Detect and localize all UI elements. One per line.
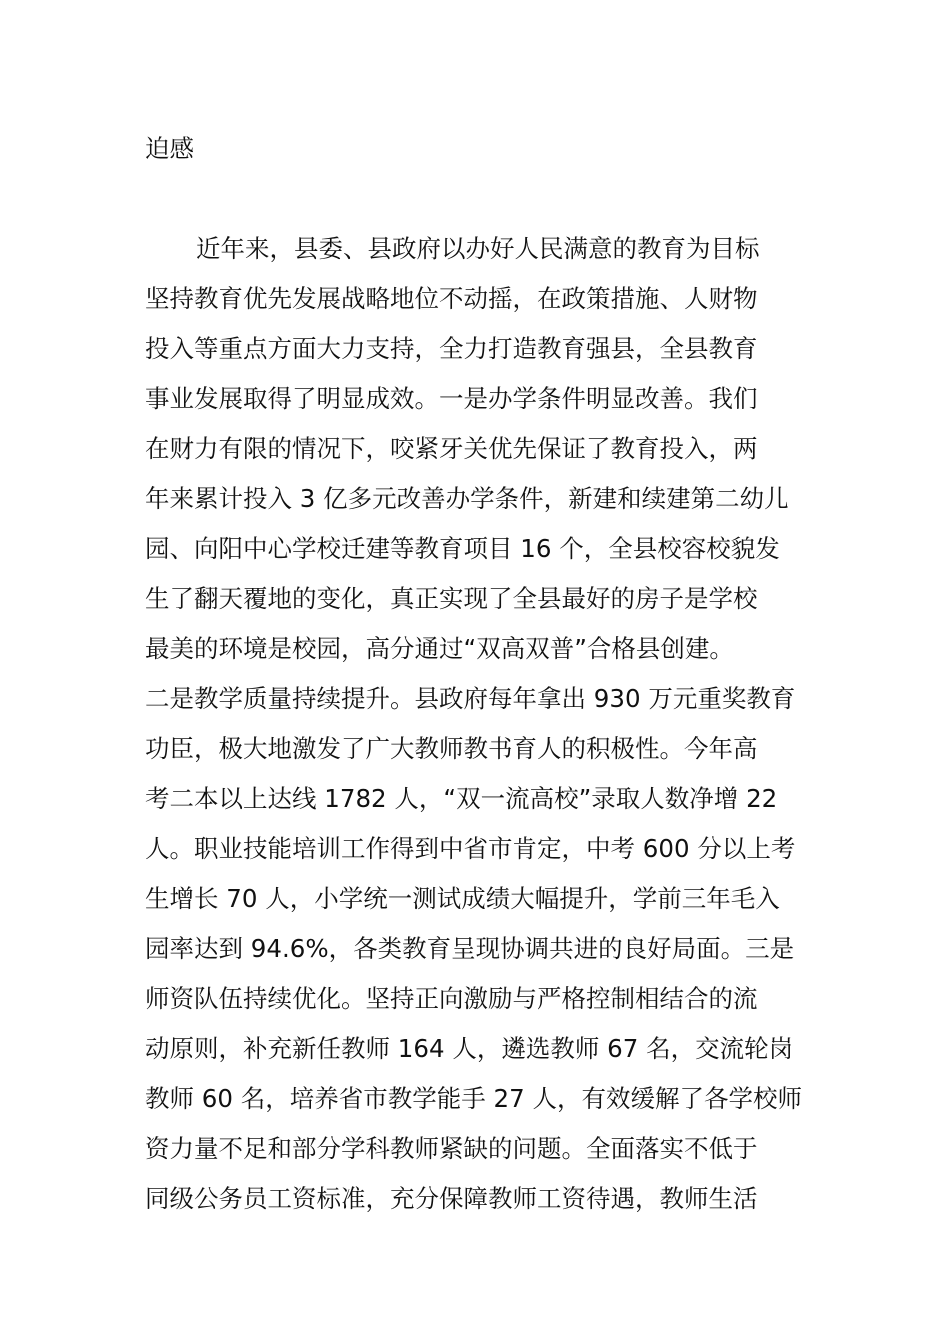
paragraph-line: 园率达到 94.6%，各类教育呈现协调共进的良好局面。三是 — [145, 934, 795, 963]
paragraph-first-line: 近年来，县委、县政府以办好人民满意的教育为目标 — [196, 234, 760, 263]
paragraph-line: 生增长 70 人，小学统一测试成绩大幅提升，学前三年毛入 — [145, 884, 780, 913]
paragraph-line: 在财力有限的情况下，咬紧牙关优先保证了教育投入，两 — [145, 434, 758, 463]
paragraph-line: 最美的环境是校园，高分通过“双高双普”合格县创建。 — [145, 634, 734, 663]
paragraph-line: 二是教学质量持续提升。县政府每年拿出 930 万元重奖教育 — [145, 684, 796, 713]
paragraph-line: 动原则，补充新任教师 164 人，遴选教师 67 名，交流轮岗 — [145, 1034, 794, 1063]
paragraph-line: 投入等重点方面大力支持，全力打造教育强县，全县教育 — [145, 334, 758, 363]
paragraph-line: 教师 60 名，培养省市教学能手 27 人，有效缓解了各学校师 — [145, 1084, 802, 1113]
paragraph-line: 年来累计投入 3 亿多元改善办学条件，新建和续建第二幼儿 — [145, 484, 789, 513]
paragraph-line: 师资队伍持续优化。坚持正向激励与严格控制相结合的流 — [145, 984, 758, 1013]
text-line-continuation: 迫感 — [145, 134, 194, 163]
paragraph-line: 事业发展取得了明显成效。一是办学条件明显改善。我们 — [145, 384, 758, 413]
paragraph-line: 园、向阳中心学校迁建等教育项目 16 个，全县校容校貌发 — [145, 534, 780, 563]
paragraph-line: 考二本以上达线 1782 人，“双一流高校”录取人数净增 22 — [145, 784, 778, 813]
paragraph-line: 坚持教育优先发展战略地位不动摇，在政策措施、人财物 — [145, 284, 758, 313]
paragraph-line: 同级公务员工资标准，充分保障教师工资待遇，教师生活 — [145, 1184, 758, 1213]
paragraph-line: 人。职业技能培训工作得到中省市肯定，中考 600 分以上考 — [145, 834, 796, 863]
paragraph-line: 资力量不足和部分学科教师紧缺的问题。全面落实不低于 — [145, 1134, 758, 1163]
paragraph-line: 功臣，极大地激发了广大教师教书育人的积极性。今年高 — [145, 734, 758, 763]
paragraph-line: 生了翻天覆地的变化，真正实现了全县最好的房子是学校 — [145, 584, 758, 613]
